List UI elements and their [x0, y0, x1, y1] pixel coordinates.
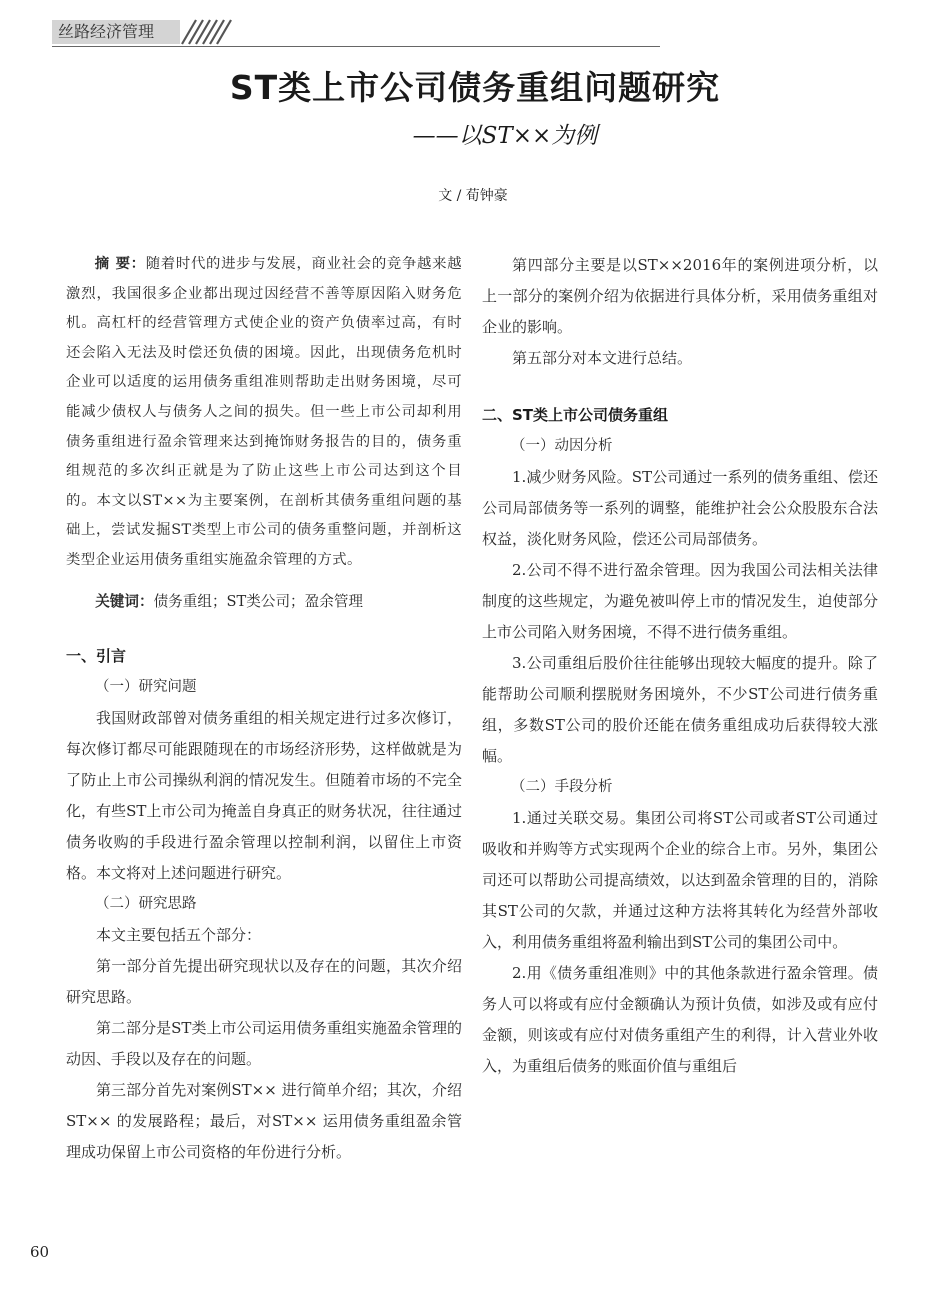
abstract-text: 随着时代的进步与发展，商业社会的竞争越来越激烈，我国很多企业都出现过因经营不善等原因陷入财务危机。高杠杆的经营管理方式使企业的资产负债率过高，有时还会陷入无法及时偿还负债的困境。因此，出现债务危机时企业可以适度的运用债务重组准则帮助走出财务困境，尽可能减少债权人与债务人之间的损失。但一些上市公司却利用债务重组进行盈余管理来达到掩饰财务报告的目的，债务重组规范的多次纠正就是为了防止这些上市公司达到这个目的。本文以ST××为主要案例，在剖析其债务重组问题的基础上，尝试发掘ST类型上市公司的债务重整问题，并剖析这类型企业运用债务重组实施盈余管理的方式。	[66, 256, 462, 568]
subsection-heading: （一）动因分析	[511, 438, 613, 454]
subsection-heading: （二）手段分析	[511, 779, 613, 795]
section-heading: 二、ST类上市公司债务重组	[482, 406, 669, 424]
body-paragraph: 我国财政部曾对债务重组的相关规定进行过多次修订，每次修订都尽可能跟随现在的市场经济形势，这样做就是为了防止上市公司操纵利润的情况发生。但随着市场的不完全化，有些ST上市公司为掩盖自身真正的财务状况，往往通过债务收购的手段进行盈余管理以控制利润，以留住上市资格。本文将对上述问题进行研究。	[66, 708, 462, 882]
body-paragraph: 第四部分主要是以ST××2016年的案例进项分析，以上一部分的案例介绍为依据进行具体分析，采用债务重组对企业的影响。	[482, 256, 878, 336]
body-paragraph: 第三部分首先对案例ST×× 进行简单介绍；其次，介绍ST×× 的发展路程；最后，对ST×× 运用债务重组盈余管理成功保留上市公司资格的年份进行分析。	[66, 1080, 462, 1161]
body-paragraph: 1.通过关联交易。集团公司将ST公司或者ST公司通过吸收和并购等方式实现两个企业的综合上市。另外，集团公司还可以帮助公司提高绩效，以达到盈余管理的目的，消除其ST公司的欠款，并通过这种方法将其转化为经营外部收入，利用债务重组将盈利输出到ST公司的集团公司中。	[482, 809, 878, 951]
section-heading: 一、引言	[66, 646, 127, 665]
body-paragraph: 第二部分是ST类上市公司运用债务重组实施盈余管理的动因、手段以及存在的问题。	[66, 1018, 462, 1068]
subsection-heading: （二）研究思路	[95, 895, 197, 912]
body-paragraph: 第五部分对本文进行总结。	[512, 349, 693, 367]
abstract	[66, 250, 462, 576]
subsection-heading: （一）研究问题	[95, 678, 197, 695]
right-column	[482, 250, 878, 1082]
body-paragraph: 2.公司不得不进行盈余管理。因为我国公司法相关法律制度的这些规定，为避免被叫停上市的情况发生，迫使部分上市公司陷入财务困境，不得不进行债务重组。	[482, 561, 878, 641]
body-paragraph: 2.用《债务重组准则》中的其他条款进行盈余管理。债务人可以将或有应付金额确认为预计负债，如涉及或有应付金额，则该或有应付对债务重组产生的利得，计入营业外收入，为重组后债务的账面价值与重组后	[482, 964, 878, 1075]
section-label: 丝路经济管理	[58, 22, 155, 41]
author-line: 文 / 荀钟豪	[438, 188, 508, 204]
body-paragraph: 本文主要包括五个部分：	[96, 925, 262, 944]
keywords-text: 债务重组；ST类公司；盈余管理	[153, 592, 364, 610]
keywords	[66, 586, 462, 617]
article-title: ST类上市公司债务重组问题研究	[229, 68, 721, 107]
body-paragraph: 3.公司重组后股价往往能够出现较大幅度的提升。除了能帮助公司顺利摆脱财务困境外，不少ST公司进行债务重组，多数ST公司的股价还能在债务重组成功后获得较大涨幅。	[482, 654, 878, 765]
page-number: 60	[30, 1243, 50, 1261]
body-paragraph: 1.减少财务风险。ST公司通过一系列的债务重组、偿还公司局部债务等一系列的调整，能维护社会公众股股东合法权益，淡化财务风险，偿还公司局部债务。	[482, 468, 878, 548]
keywords-label: 关键词：	[95, 592, 154, 610]
header-rule	[52, 46, 660, 47]
left-column	[66, 250, 462, 1168]
body-paragraph: 第一部分首先提出研究现状以及存在的问题，其次介绍研究思路。	[66, 956, 462, 1006]
abstract-label: 摘 要：	[94, 256, 146, 272]
article-subtitle: ——以ST××为例	[412, 123, 598, 149]
stripes-decoration-icon	[178, 18, 238, 46]
